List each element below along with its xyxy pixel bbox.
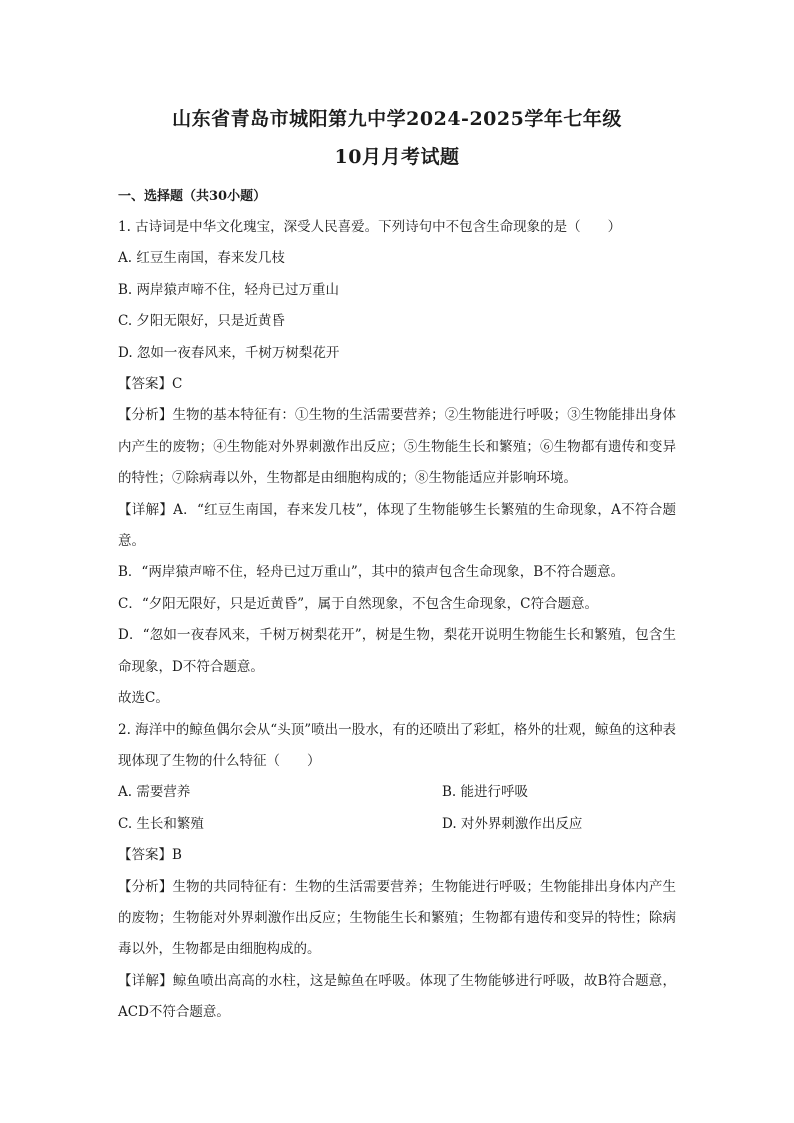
question-1-analysis: 【分析】生物的基本特征有：①生物的生活需要营养；②生物能进行呼吸；③生物能排出身体内产生的废物；④生物能对外界刺激作出反应；⑤生物能生长和繁殖；⑥生物都有遗传和变异的特性；⑦除病毒以外，生物都是由细胞构成的；⑧生物能适应并影响环境。 (118, 407, 676, 487)
exam-title-line2: 10月月考试题 (334, 146, 460, 168)
question-1-detail-b: B．“两岸猿声啼不住，轻舟已过万重山”，其中的猿声包含生命现象，B不符合题意。 (118, 564, 625, 581)
question-1-option-b: B. 两岸猿声啼不住，轻舟已过万重山 (118, 281, 340, 298)
question-2-detail: 【详解】鲸鱼喷出高高的水柱，这是鲸鱼在呼吸。体现了生物能够进行呼吸，故B符合题意，ACD不符合题意。 (118, 972, 676, 1021)
section-heading: 一、选择题（共30小题） (118, 189, 267, 204)
question-2-analysis: 【分析】生物的共同特征有：生物的生活需要营养；生物能进行呼吸；生物能排出身体内产生的废物；生物能对外界刺激作出反应；生物能生长和繁殖；生物都有遗传和变异的特性；除病毒以外，生物都是由细胞构成的。 (118, 878, 676, 958)
question-2-option-d: D. 对外界刺激作出反应 (442, 815, 583, 832)
exam-title-line1: 山东省青岛市城阳第九中学2024-2025学年七年级 (172, 108, 622, 130)
question-1-option-d: D. 忽如一夜春风来，千树万树梨花开 (118, 344, 340, 361)
question-1-detail-c: C．“夕阳无限好，只是近黄昏”，属于自然现象，不包含生命现象，C符合题意。 (118, 595, 598, 612)
question-1 (118, 212, 676, 715)
question-1-detail-d: D．“忽如一夜春风来，千树万树梨花开”，树是生物，梨花开说明生物能生长和繁殖，包含生命现象，D不符合题意。 (118, 627, 676, 675)
question-2-answer: 【答案】B (118, 847, 182, 864)
question-2-options (118, 777, 676, 840)
question-1-conclusion: 故选C。 (118, 690, 169, 707)
question-1-option-a: A. 红豆生南国，春来发几枝 (118, 250, 285, 267)
question-2-option-b: B. 能进行呼吸 (442, 784, 529, 801)
question-1-stem: 1. 古诗词是中华文化瑰宝，深受人民喜爱。下列诗句中不包含生命现象的是（ ） (118, 219, 622, 235)
question-2-stem: 2. 海洋中的鲸鱼偶尔会从“头顶”喷出一股水，有的还喷出了彩虹，格外的壮观，鲸鱼的这种表现体现了生物的什么特征（ ） (118, 721, 676, 769)
question-1-detail-a: 【详解】A．“红豆生南国，春来发几枝”，体现了生物能够生长繁殖的生命现象，A不符合题意。 (118, 501, 676, 550)
question-2 (118, 715, 676, 1029)
question-1-answer: 【答案】C (118, 376, 183, 393)
question-2-option-c: C. 生长和繁殖 (118, 815, 204, 832)
question-2-option-a: A. 需要营养 (118, 784, 191, 801)
question-1-option-c: C. 夕阳无限好，只是近黄昏 (118, 313, 285, 330)
